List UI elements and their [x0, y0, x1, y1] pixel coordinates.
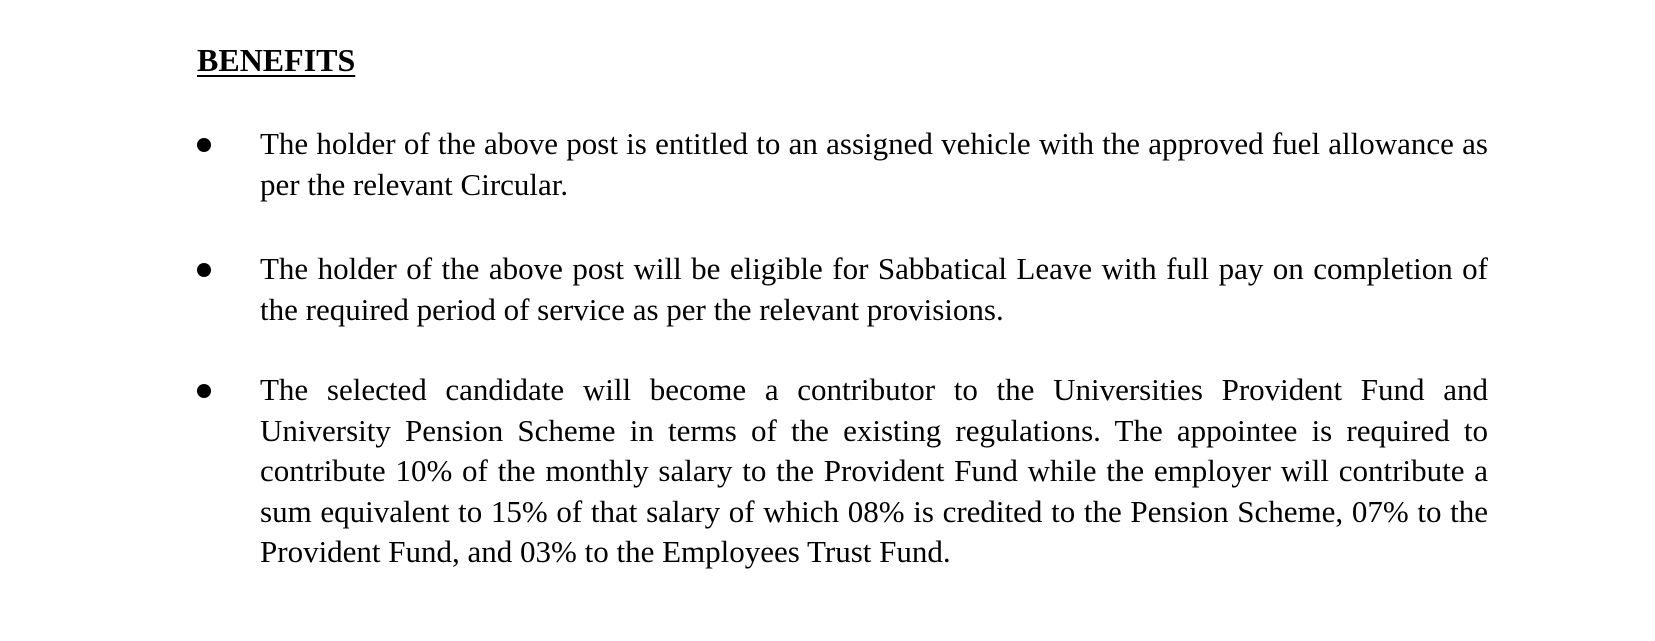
bullet-icon: [197, 384, 211, 398]
bullet-icon: [197, 263, 211, 277]
bullet-icon: [197, 138, 211, 152]
benefit-text: The holder of the above post is entitled to an assigned vehicle with the approved fuel allowance as per the relevant Circular.: [260, 126, 1488, 202]
benefit-text: The holder of the above post will be eligible for Sabbatical Leave with full pay on completion of the required period of service as per the relevant provisions.: [260, 251, 1488, 327]
section-heading: BENEFITS: [197, 42, 356, 78]
benefit-text: The selected candidate will become a contributor to the Universities Provident Fund and University Pension Scheme in terms of the existing regulations. The appointee is required to contribute 10% of the monthly salary to the Provident Fund while the employer will contribute a sum equivalent to 15% of that salary of which 08% is credited to the Pension Scheme, 07% to the Provident Fund, and 03% to the Employees Trust Fund.: [260, 372, 1488, 569]
